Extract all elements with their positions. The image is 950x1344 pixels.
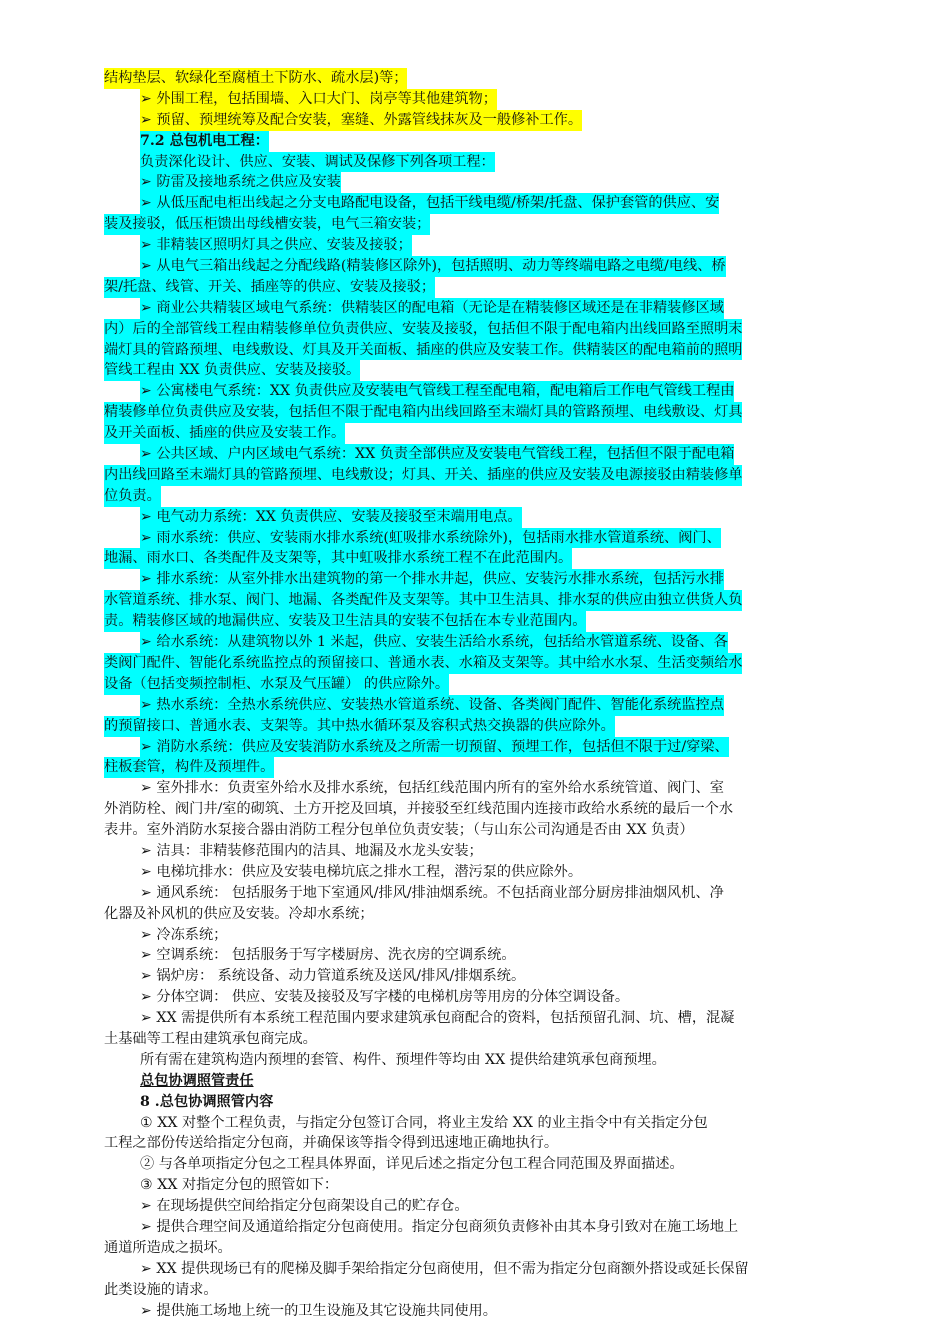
- text-line: [104, 925, 864, 946]
- text-line: [104, 778, 864, 799]
- text-line: [104, 883, 864, 904]
- text-line: [104, 841, 864, 862]
- text-line-content: ① XX 对整个工程负责，与指定分包签订合同，将业主发给 XX 的业主指令中有关指定分包: [140, 1114, 708, 1131]
- text-line: [104, 674, 864, 695]
- text-line-content: 端灯具的管路预埋、电线敷设、灯具及开关面板、插座的供应及安装工作。供精装区的配电箱前的照明: [104, 340, 742, 361]
- text-line-content: ➢ 雨水系统：供应、安装雨水排水系统(虹吸排水系统除外)，包括雨水排水管道系统、阀门、: [140, 528, 721, 549]
- text-line-content: 位负责。: [104, 486, 161, 507]
- text-line: [104, 548, 864, 569]
- text-line-content: 土基础等工程由建筑承包商完成。: [104, 1030, 317, 1047]
- text-line-content: 内）后的全部管线工程由精装修单位负责供应、安装及接驳，包括但不限于配电箱内出线回路至照明末: [104, 319, 742, 340]
- text-line-content: 管线工程由 XX 负责供应、安装及接驳。: [104, 360, 360, 381]
- text-line: [104, 611, 864, 632]
- text-line-content: ➢ 公共区域、户内区域电气系统：XX 负责全部供应及安装电气管线工程，包括但不限于配电箱: [140, 444, 734, 465]
- text-line-content: ➢ 冷冻系统；: [140, 926, 228, 943]
- text-line: [104, 904, 864, 925]
- text-line-content: 架/托盘、线管、开关、插座等的供应、安装及接驳；: [104, 277, 435, 298]
- text-line: [104, 507, 864, 528]
- text-line-content: 装及接驳，低压柜馈出母线槽安装，电气三箱安装；: [104, 214, 430, 235]
- text-line-content: 结构垫层、软绿化至腐植土下防水、疏水层)等；: [104, 68, 407, 89]
- text-line: [104, 1259, 864, 1280]
- text-line-content: 水管道系统、排水泵、阀门、地漏、各类配件及支架等。其中卫生洁具、排水泵的供应由独立供货人负: [104, 590, 742, 611]
- text-line: [104, 1092, 864, 1113]
- text-line: [104, 465, 864, 486]
- text-line: [104, 340, 864, 361]
- text-line-content: ➢ 电梯坑排水：供应及安装电梯坑底之排水工程，潜污泵的供应除外。: [140, 863, 583, 880]
- text-line-content: ② 与各单项指定分包之工程具体界面，详见后述之指定分包工程合同范围及界面描述。: [140, 1156, 684, 1173]
- text-line-content: ➢ XX 需提供所有本系统工程范围内要求建筑承包商配合的资料，包括预留孔洞、坑、槽，混凝: [140, 1010, 735, 1027]
- text-line: [104, 1008, 864, 1029]
- text-line: [104, 1050, 864, 1071]
- text-line: [104, 256, 864, 277]
- text-line-content: 此类设施的请求。: [104, 1281, 218, 1298]
- text-line-content: ➢ 排水系统：从室外排水出建筑物的第一个排水井起，供应、安装污水排水系统，包括污水排: [140, 569, 724, 590]
- text-line: [104, 987, 864, 1008]
- text-line: [104, 360, 864, 381]
- text-line: [104, 1029, 864, 1050]
- document-page: [104, 68, 864, 1321]
- text-line: [104, 152, 864, 173]
- text-line: [104, 757, 864, 778]
- text-line: [104, 444, 864, 465]
- text-line-content: 精装修单位负责供应及安装，包括但不限于配电箱内出线回路至末端灯具的管路预埋、电线敷设、灯具: [104, 402, 742, 423]
- text-line: [104, 298, 864, 319]
- text-line-content: ➢ 从电气三箱出线起之分配线路(精装修区除外)，包括照明、动力等终端电路之电缆/电线、桥: [140, 256, 726, 277]
- text-line: [104, 653, 864, 674]
- text-line: [104, 1238, 864, 1259]
- text-line: [104, 402, 864, 423]
- text-line: [104, 214, 864, 235]
- text-line: [104, 381, 864, 402]
- text-line-content: 责。精装修区域的地漏供应、安装及卫生洁具的安装不包括在本专业范围内。: [104, 611, 586, 632]
- text-line-content: 柱板套管，构件及预埋件。: [104, 757, 274, 778]
- text-line-content: ➢ 在现场提供空间给指定分包商架设自己的贮存仓。: [140, 1198, 469, 1215]
- text-line: [104, 1071, 864, 1092]
- text-line-content: ➢ 室外排水：负责室外给水及排水系统，包括红线范围内所有的室外给水系统管道、阀门、室: [140, 780, 724, 797]
- text-line-content: 7.2 总包机电工程：: [140, 131, 269, 152]
- text-line: [104, 528, 864, 549]
- text-line: [104, 131, 864, 152]
- text-line-content: 所有需在建筑构造内预埋的套管、构件、预埋件等均由 XX 提供给建筑承包商预埋。: [140, 1051, 666, 1068]
- text-line: [104, 1196, 864, 1217]
- text-line: [104, 110, 864, 131]
- text-line-content: ➢ 提供合理空间及通道给指定分包商使用。指定分包商须负责修补由其本身引致对在施工场地上: [140, 1218, 739, 1235]
- text-line: [104, 1113, 864, 1134]
- text-line-content: 化器及补风机的供应及安装。冷却水系统；: [104, 905, 374, 922]
- text-line: [104, 590, 864, 611]
- text-line: [104, 799, 864, 820]
- text-line-content: ➢ 预留、预埋统筹及配合安装，塞缝、外露管线抹灰及一般修补工作。: [140, 110, 582, 131]
- text-line: [104, 862, 864, 883]
- text-line-content: ➢ 给水系统：从建筑物以外 1 米起，供应、安装生活给水系统，包括给水管道系统、设备、各: [140, 632, 728, 653]
- text-line: [104, 1280, 864, 1301]
- text-line-content: 设备（包括变频控制柜、水泵及气压罐） 的供应除外。: [104, 674, 449, 695]
- text-line-content: 通道所造成之损坏。: [104, 1239, 232, 1256]
- text-line: [104, 1175, 864, 1196]
- text-line-content: ➢ 热水系统：全热水系统供应、安装热水管道系统、设备、各类阀门配件、智能化系统监控点: [140, 695, 724, 716]
- text-line: [104, 945, 864, 966]
- text-line: [104, 1133, 864, 1154]
- text-line-content: ➢ 外围工程，包括围墙、入口大门、岗亭等其他建筑物；: [140, 89, 497, 110]
- text-line-content: ➢ 非精装区照明灯具之供应、安装及接驳；: [140, 235, 412, 256]
- text-line: [104, 172, 864, 193]
- text-line-content: 8 .总包协调照管内容: [140, 1093, 274, 1110]
- text-line-content: ➢ 洁具：非精装修范围内的洁具、地漏及水龙头安装；: [140, 842, 483, 859]
- text-line: [104, 486, 864, 507]
- text-line: [104, 632, 864, 653]
- text-line-content: 工程之部份传送给指定分包商，并确保该等指令得到迅速地正确地执行。: [104, 1135, 559, 1152]
- text-line-content: ➢ 通风系统： 包括服务于地下室通风/排风/排油烟系统。不包括商业部分厨房排油烟风机、净: [140, 884, 724, 901]
- text-line-content: 地漏、雨水口、各类配件及支架等，其中虹吸排水系统工程不在此范围内。: [104, 548, 572, 569]
- text-line-content: ➢ 公寓楼电气系统：XX 负责供应及安装电气管线工程至配电箱，配电箱后工作电气管线工程由: [140, 381, 734, 402]
- text-line: [104, 1301, 864, 1322]
- text-line-content: 负责深化设计、供应、安装、调试及保修下列各项工程：: [140, 152, 495, 173]
- text-line: [104, 319, 864, 340]
- text-line-content: ➢ 防雷及接地系统之供应及安装: [140, 172, 341, 193]
- text-line-content: ➢ 分体空调： 供应、安装及接驳及写字楼的电梯机房等用房的分体空调设备。: [140, 989, 630, 1006]
- text-line: [104, 89, 864, 110]
- text-line-content: 及开关面板、插座的供应及安装工作。: [104, 423, 345, 444]
- text-line-content: 内出线回路至末端灯具的管路预埋、电线敷设；灯具、开关、插座的供应及安装及电源接驳由精装修单: [104, 465, 742, 486]
- text-line-content: ➢ 从低压配电柜出线起之分支电路配电设备，包括干线电缆/桥架/托盘、保护套管的供应、安: [140, 193, 719, 214]
- text-line-content: ➢ 提供施工场地上统一的卫生设施及其它设施共同使用。: [140, 1302, 497, 1319]
- text-line: [104, 569, 864, 590]
- text-line: [104, 966, 864, 987]
- text-line-content: 表井。室外消防水泵接合器由消防工程分包单位负责安装；（与山东公司沟通是否由 XX 负责）: [104, 822, 694, 839]
- text-line: [104, 277, 864, 298]
- text-line: [104, 820, 864, 841]
- text-line: [104, 737, 864, 758]
- text-line: [104, 1154, 864, 1175]
- text-line: [104, 1217, 864, 1238]
- text-line-content: ➢ 空调系统： 包括服务于写字楼厨房、洗衣房的空调系统。: [140, 947, 516, 964]
- text-line: [104, 423, 864, 444]
- text-line-content: ➢ 电气动力系统：XX 负责供应、安装及接驳至末端用电点。: [140, 507, 522, 528]
- text-line-content: 总包协调照管责任: [140, 1072, 254, 1089]
- text-line-content: ③ XX 对指定分包的照管如下：: [140, 1177, 339, 1194]
- text-line: [104, 193, 864, 214]
- text-line-content: ➢ XX 提供现场已有的爬梯及脚手架给指定分包商使用，但不需为指定分包商额外搭设或延长保留: [140, 1260, 749, 1277]
- text-line-content: 外消防栓、阀门井/室的砌筑、土方开挖及回填，并接驳至红线范围内连接市政给水系统的最后一个水: [104, 801, 734, 818]
- text-line-content: ➢ 锅炉房： 系统设备、动力管道系统及送风/排风/排烟系统。: [140, 968, 526, 985]
- text-line: [104, 695, 864, 716]
- text-line-content: ➢ 消防水系统：供应及安装消防水系统及之所需一切预留、预埋工作，包括但不限于过/穿梁、: [140, 737, 729, 758]
- text-line-content: 的预留接口、普通水表、支架等。其中热水循环泵及容积式热交换器的供应除外。: [104, 716, 615, 737]
- text-line: [104, 716, 864, 737]
- text-line-content: ➢ 商业公共精装区域电气系统：供精装区的配电箱（无论是在精装修区域还是在非精装修区域: [140, 298, 724, 319]
- text-line: [104, 235, 864, 256]
- text-line-content: 类阀门配件、智能化系统监控点的预留接口、普通水表、水箱及支架等。其中给水水泵、生活变频给水: [104, 653, 742, 674]
- text-line: [104, 68, 864, 89]
